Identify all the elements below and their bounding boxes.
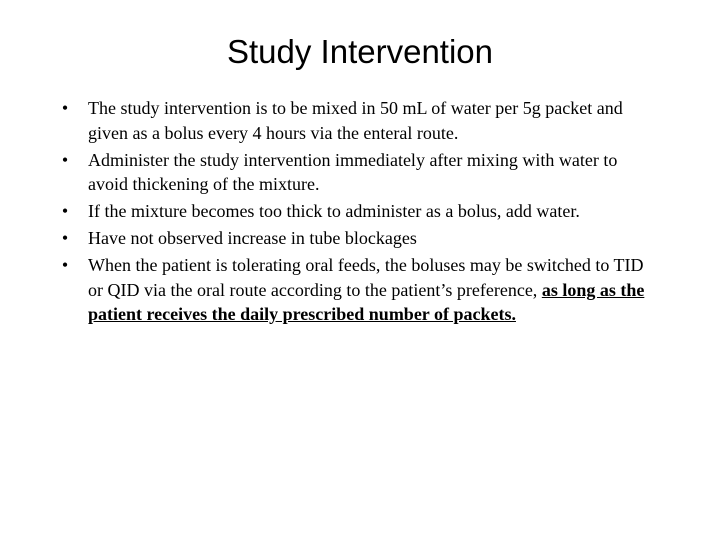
bullet-icon: • [61, 255, 69, 275]
bullet-text: If the mixture becomes too thick to administer as a bolus, add water. [88, 201, 580, 221]
slide-title: Study Intervention [227, 33, 493, 70]
bullet-text: When the patient is tolerating oral feeds, the boluses may be switched to TID or QID via the oral route according to the patient’s preference, [88, 255, 644, 300]
bullet-item [58, 226, 658, 251]
bullet-icon: • [61, 201, 69, 221]
bullet-text: Have not observed increase in tube blockages [88, 228, 417, 248]
bullet-list [58, 96, 658, 329]
bullet-item [58, 148, 658, 197]
bullet-icon: • [61, 98, 69, 118]
bullet-icon: • [61, 149, 69, 170]
bullet-icon: • [61, 228, 69, 248]
bullet-emphasis-text: as long as the patient receives the daily prescribed number of packets. [88, 279, 645, 324]
bullet-item [58, 199, 658, 224]
bullet-item [58, 96, 658, 145]
bullet-text: Administer the study intervention immediately after mixing with water to avoid thickening of the mixture. [88, 149, 618, 194]
bullet-text: The study intervention is to be mixed in 50 mL of water per 5g packet and given as a bolus every 4 hours via the enteral route. [88, 98, 623, 143]
bullet-item [58, 253, 658, 327]
